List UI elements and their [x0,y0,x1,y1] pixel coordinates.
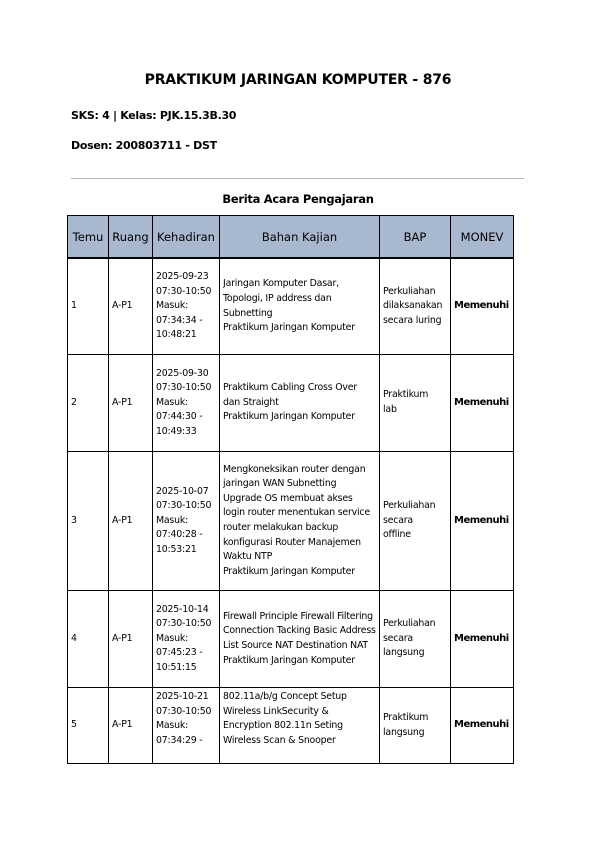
bap-line: Praktikum [383,389,429,401]
bap-line: Perkuliahan [383,285,436,297]
kehadiran-time: 07:30-10:50 [156,705,212,717]
bahan-topic: Praktikum Jaringan Komputer [223,565,355,577]
cell-ruang: A-P1 [109,355,153,452]
kehadiran-start: 07:45:23 - [156,647,203,659]
bahan-topic: Praktikum Cabling Cross Over dan Straight [223,382,357,408]
kehadiran-date: 2025-09-30 [156,367,209,379]
cell-bahan-kajian [220,452,380,591]
kehadiran-date: 2025-10-21 [156,691,209,702]
kehadiran-masuk: Masuk: [156,300,189,312]
bap-line: secara [383,632,413,644]
kehadiran-masuk: Masuk: [156,514,189,526]
cell-temu: 1 [68,258,109,355]
kehadiran-start: 07:34:34 - [156,314,203,326]
cell-bahan-kajian [220,591,380,688]
kehadiran-masuk: Masuk: [156,632,189,644]
table-header-row [68,216,514,259]
bap-line: langsung [383,726,425,738]
divider [71,178,524,179]
bahan-topic: 802.11a/b/g Concept Setup Wireless LinkSecurity & Encryption 802.11n Seting Wireless Scan & Snooper [223,691,347,746]
cell-kehadiran [153,688,220,764]
cell-bahan-kajian [220,688,380,764]
cell-kehadiran [153,591,220,688]
header-ruang: Ruang [109,216,153,259]
cell-kehadiran [153,258,220,355]
cell-kehadiran [153,355,220,452]
kehadiran-end: 10:49:33 [156,425,197,437]
bap-line: Praktikum [383,711,429,723]
kehadiran-end: 10:48:21 [156,329,197,341]
table-row [68,591,514,688]
bahan-topic: Firewall Principle Firewall Filtering Connection Tacking Basic Address List Source NAT Destination NAT [223,610,376,651]
cell-bap [380,258,451,355]
kehadiran-time: 07:30-10:50 [156,500,212,512]
header-monev: MONEV [451,216,514,259]
bahan-topic: Praktikum Jaringan Komputer [223,411,355,423]
bahan-topic: Praktikum Jaringan Komputer [223,322,355,334]
kehadiran-start: 07:44:30 - [156,411,203,423]
cell-monev: Memenuhi [451,452,514,591]
cell-bap [380,452,451,591]
header-temu: Temu [68,216,109,259]
header-kehadiran: Kehadiran [153,216,220,259]
kehadiran-time: 07:30-10:50 [156,382,212,394]
kehadiran-time: 07:30-10:50 [156,285,212,297]
dosen-line: Dosen: 200803711 - DST [71,139,217,152]
cell-temu: 4 [68,591,109,688]
cell-ruang: A-P1 [109,591,153,688]
cell-monev: Memenuhi [451,591,514,688]
cell-kehadiran [153,452,220,591]
cell-ruang: A-P1 [109,452,153,591]
table-row [68,355,514,452]
kehadiran-date: 2025-10-14 [156,603,209,615]
cell-bahan-kajian [220,355,380,452]
table-row [68,688,514,764]
bap-line: secara luring [383,314,442,326]
kehadiran-masuk: Masuk: [156,720,189,732]
kehadiran-end: 10:51:15 [156,661,197,673]
cell-bahan-kajian [220,258,380,355]
kehadiran-start: 07:34:29 - [156,734,203,746]
cell-bap [380,355,451,452]
cell-temu: 3 [68,452,109,591]
bap-line: lab [383,404,397,415]
bahan-topic: Jaringan Komputer Dasar, Topologi, IP address dan Subnetting [223,278,339,319]
cell-monev: Memenuhi [451,258,514,355]
kehadiran-date: 2025-09-23 [156,271,209,283]
kehadiran-start: 07:40:28 - [156,529,203,541]
bap-line: Perkuliahan [383,500,436,512]
cell-bap [380,591,451,688]
cell-monev: Memenuhi [451,355,514,452]
bap-line: langsung [383,647,425,659]
table-row [68,258,514,355]
kehadiran-end: 10:53:21 [156,543,197,555]
header-bap: BAP [380,216,451,259]
header-bahan-kajian: Bahan Kajian [220,216,380,259]
cell-bap [380,688,451,764]
bap-line: Perkuliahan [383,618,436,630]
bap-line: offline [383,529,411,541]
table-row [68,452,514,591]
cell-ruang: A-P1 [109,258,153,355]
sks-kelas-line: SKS: 4 | Kelas: PJK.15.3B.30 [71,109,237,122]
bahan-topic: Mengkoneksikan router dengan jaringan WAN Subnetting Upgrade OS membuat akses login router menentukan service router melakukan backup konfigurasi Router Manajemen Waktu NTP [223,463,370,563]
cell-monev: Memenuhi [451,688,514,764]
bahan-topic: Praktikum Jaringan Komputer [223,654,355,666]
bap-line: dilaksanakan [383,300,443,312]
bap-line: secara [383,514,413,526]
cell-ruang: A-P1 [109,688,153,764]
kehadiran-date: 2025-10-07 [156,485,209,497]
document-title: PRAKTIKUM JARINGAN KOMPUTER - 876 [144,72,452,88]
table-title: Berita Acara Pengajaran [222,192,374,206]
kehadiran-time: 07:30-10:50 [156,618,212,630]
cell-temu: 2 [68,355,109,452]
bap-table [67,215,514,764]
kehadiran-masuk: Masuk: [156,396,189,408]
cell-temu: 5 [68,688,109,764]
